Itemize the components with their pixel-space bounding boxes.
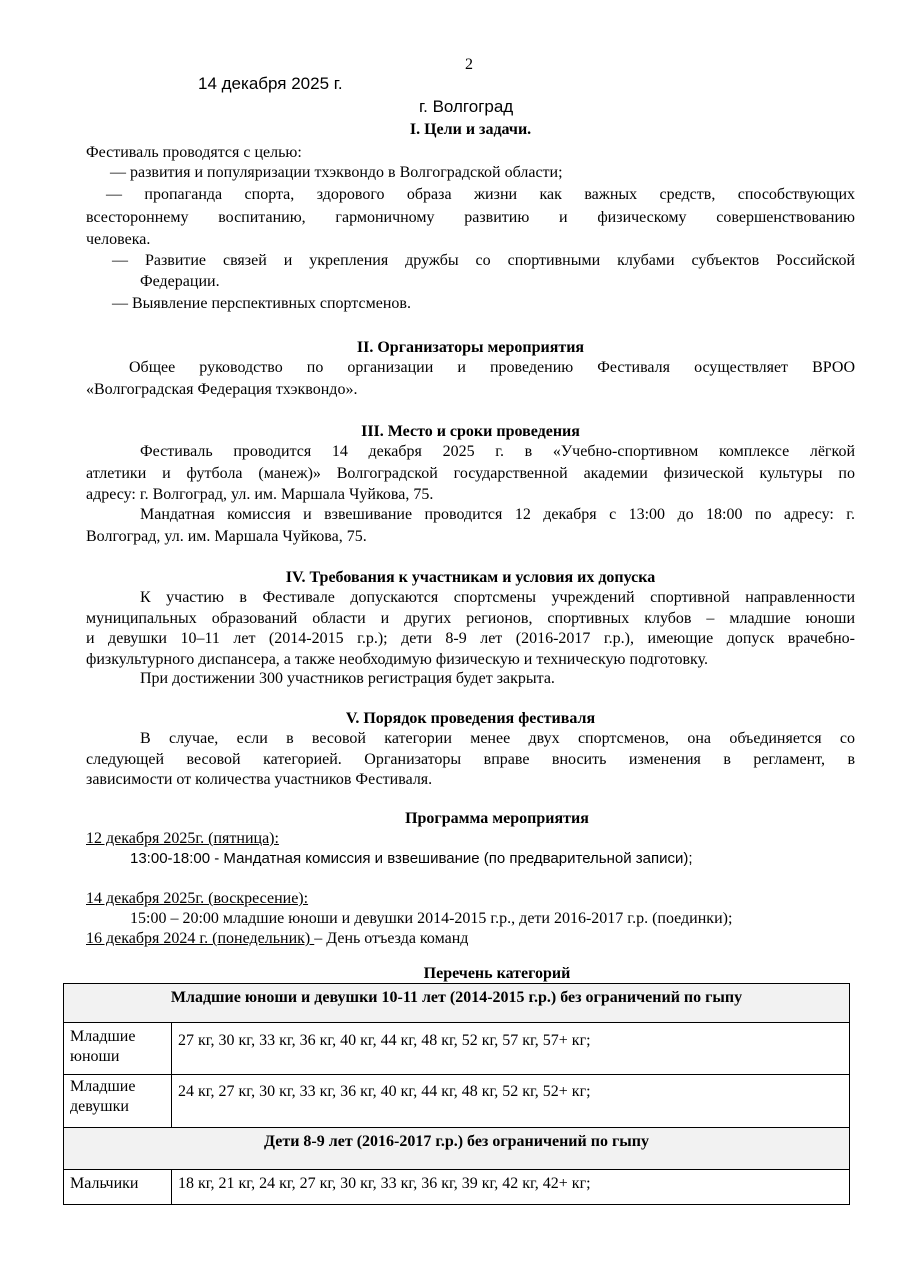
category-weights: 27 кг, 30 кг, 33 кг, 36 кг, 40 кг, 44 кг, 48 кг, 52 кг, 57 кг, 57+ кг; xyxy=(172,1023,850,1075)
category-group-1-header: Младшие юноши и девушки 10-11 лет (2014-2015 г.р.) без ограничений по гыпу xyxy=(64,984,850,1023)
section-4-line-1: К участию в Фестивале допускаются спортсмены учреждений спортивной направленности xyxy=(140,589,855,606)
category-label: Младшие юноши xyxy=(64,1023,172,1075)
section-4-line-3: и девушки 10–11 лет (2014-2015 г.р.); дети 8-9 лет (2016-2017 г.р.), имеющие допуск врачебно- xyxy=(86,630,855,647)
program-day-2-text: 15:00 – 20:00 младшие юноши и девушки 2014-2015 г.р., дети 2016-2017 г.р. (поединки); xyxy=(130,910,733,927)
program-title: Программа мероприятия xyxy=(405,810,589,827)
section-4-title: IV. Требования к участникам и условия их допуска xyxy=(285,569,656,586)
program-day-1-text: - Мандатная комиссия и взвешивание (по предварительной записи); xyxy=(210,850,693,867)
section-2-title: II. Организаторы мероприятия xyxy=(356,339,585,356)
section-4-line-5: При достижении 300 участников регистрация будет закрыта. xyxy=(140,670,555,687)
category-group-2-header: Дети 8-9 лет (2016-2017 г.р.) без ограничений по гыпу xyxy=(64,1128,850,1170)
section-3-line-4: Мандатная комиссия и взвешивание проводится 12 декабря с 13:00 до 18:00 по адресу: г. xyxy=(140,506,855,523)
section-3-line-1: Фестиваль проводится 14 декабря 2025 г. в «Учебно-спортивном комплексе лёгкой xyxy=(140,443,855,460)
section-3-line-2: атлетики и футбола (манеж)» Волгоградской государственной академии физической культуры по xyxy=(86,465,855,482)
table-row xyxy=(64,1023,850,1075)
section-5-line-1: В случае, если в весовой категории менее двух спортсменов, она объединяется со xyxy=(140,730,855,747)
program-day-3-text: – День отъезда команд xyxy=(314,930,469,947)
categories-table xyxy=(63,983,850,1205)
program-day-1-entry xyxy=(130,850,693,868)
program-day-3-entry xyxy=(86,930,468,948)
section-3-line-3: адресу: г. Волгоград, ул. им. Маршала Чуйкова, 75. xyxy=(86,486,434,503)
section-5-line-2: следующей весовой категорией. Организаторы вправе вносить изменения в регламент, в xyxy=(86,751,855,768)
section-4-line-2: муниципальных образований области и других регионов, спортивных клубов – младшие юноши xyxy=(86,610,855,627)
program-day-1-date: 12 декабря 2025г. (пятница): xyxy=(86,830,279,847)
program-day-3-date: 16 декабря 2024 г. (понедельник) xyxy=(86,930,315,947)
section-1-bullet-2-line-3: человека. xyxy=(86,231,151,248)
section-1-bullet-4: — Выявление перспективных спортсменов. xyxy=(112,295,411,312)
category-weights: 24 кг, 27 кг, 30 кг, 33 кг, 36 кг, 40 кг, 44 кг, 48 кг, 52 кг, 52+ кг; xyxy=(172,1075,850,1128)
program-day-2-date: 14 декабря 2025г. (воскресение): xyxy=(86,890,309,907)
category-label: Младшие девушки xyxy=(64,1075,172,1128)
page-number: 2 xyxy=(465,56,473,73)
document-date: 14 декабря 2025 г. xyxy=(198,74,343,93)
section-1-bullet-2-line-2: всестороннему воспитанию, гармоничному развитию и физическому совершенствованию xyxy=(86,209,855,226)
section-5-line-3: зависимости от количества участников Фестиваля. xyxy=(86,771,433,788)
category-label: Мальчики xyxy=(64,1170,172,1205)
section-2-line-1: Общее руководство по организации и проведению Фестиваля осуществляет ВРОО xyxy=(129,359,855,376)
section-3-line-5: Волгоград, ул. им. Маршала Чуйкова, 75. xyxy=(86,528,367,545)
category-weights: 18 кг, 21 кг, 24 кг, 27 кг, 30 кг, 33 кг, 36 кг, 39 кг, 42 кг, 42+ кг; xyxy=(172,1170,850,1205)
section-5-title: V. Порядок проведения фестиваля xyxy=(345,710,596,727)
section-1-bullet-2-line-1: — пропаганда спорта, здорового образа жизни как важных средств, способствующих xyxy=(106,186,855,203)
section-1-bullet-1: — развития и популяризации тхэквондо в Волгоградской области; xyxy=(110,164,563,181)
section-1-bullet-3-line-2: Федерации. xyxy=(140,273,220,290)
section-1-intro: Фестиваль проводятся с целью: xyxy=(86,144,302,161)
categories-title: Перечень категорий xyxy=(423,965,571,982)
program-day-1-time: 13:00-18:00 xyxy=(130,850,211,867)
document-city: г. Волгоград xyxy=(419,97,514,116)
section-2-line-2: «Волгоградская Федерация тхэквондо». xyxy=(86,381,358,398)
section-4-line-4: физкультурного диспансера, а также необходимую физическую и техническую подготовку. xyxy=(86,651,708,668)
table-row xyxy=(64,1075,850,1128)
table-row xyxy=(64,1170,850,1205)
section-1-bullet-3-line-1: — Развитие связей и укрепления дружбы со спортивными клубами субъектов Российской xyxy=(112,252,855,269)
section-1-title: I. Цели и задачи. xyxy=(409,121,532,138)
section-3-title: III. Место и сроки проведения xyxy=(361,423,580,440)
